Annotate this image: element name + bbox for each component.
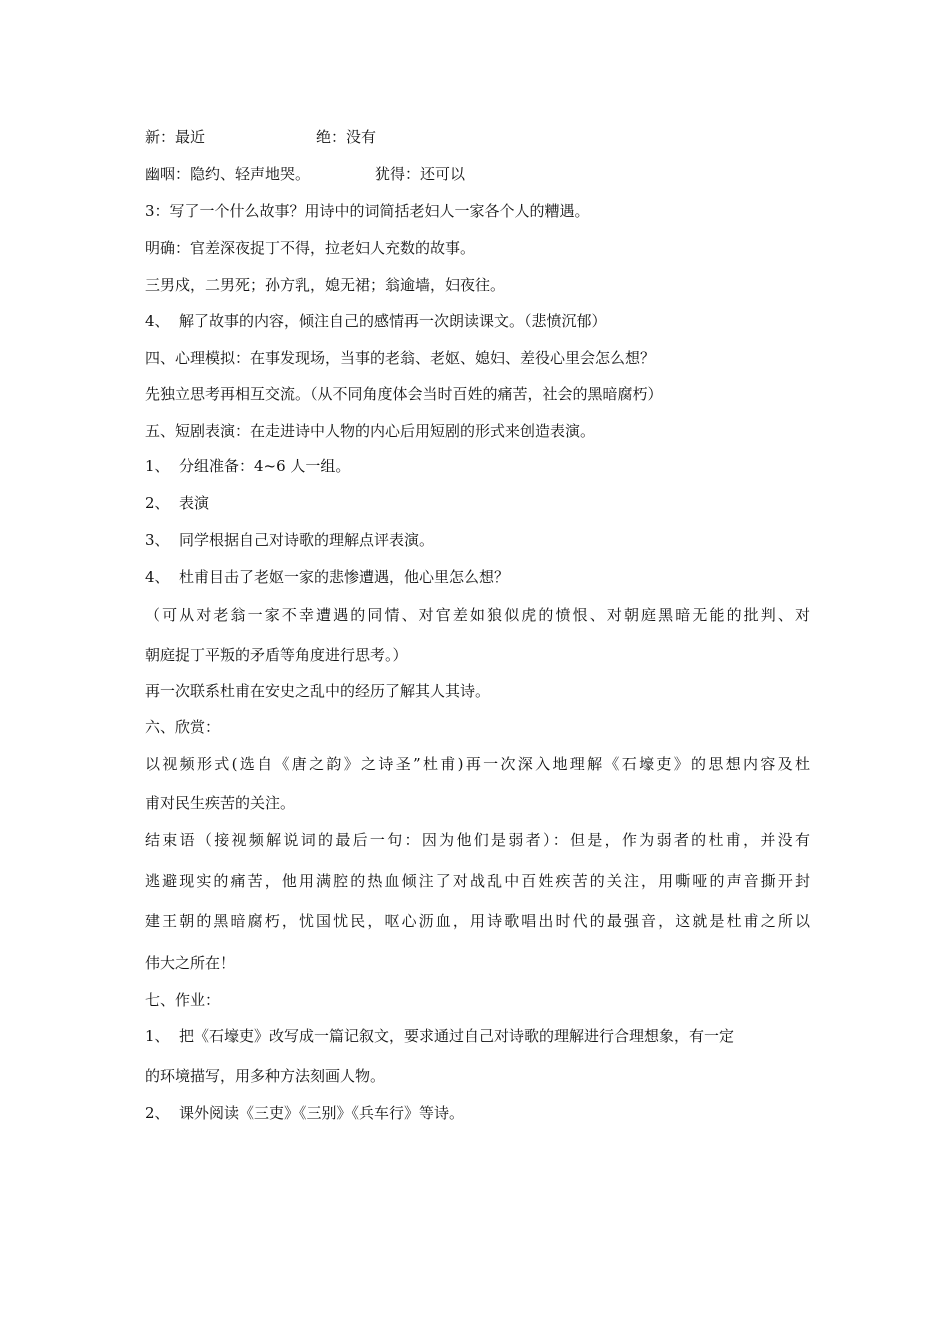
homework-1-line-2: 的环境描写，用多种方法刻画人物。 <box>145 1067 386 1085</box>
section-6-line-1: 以视频形式(选自《唐之韵》之诗圣”杜甫)再一次深入地理解《石壕吏》的思想内容及杜 <box>145 755 810 773</box>
closing-line-2: 逃避现实的痛苦，他用满腔的热血倾注了对战乱中百姓疾苦的关注，用嘶哑的声音撕开封 <box>145 872 810 890</box>
section-7-heading: 七、作业： <box>145 991 221 1009</box>
gloss-xin: 新：最近 <box>145 128 206 146</box>
list-item <box>145 493 209 513</box>
gloss-youyan: 幽咽：隐约、轻声地哭。 <box>145 165 311 183</box>
section-6-heading: 六、欣赏： <box>145 718 221 736</box>
question-4-text: 解了故事的内容，倾注自己的感情再一次朗读课文。（悲愤沉郁） <box>179 312 607 330</box>
section-5-note-line-1: （可从对老翁一家不幸遭遇的同情、对官差如狼似虎的愤恨、对朝庭黑暗无能的批判、对 <box>145 606 810 624</box>
section-6-line-2: 甫对民生疾苦的关注。 <box>145 794 296 812</box>
section-5-note-line-2: 朝庭捉丁平叛的矛盾等角度进行思考。） <box>145 646 408 664</box>
list-item-text: 杜甫目击了老妪一家的悲惨遭遇，他心里怎么想？ <box>179 568 510 586</box>
question-4 <box>145 311 607 331</box>
homework-1-line-1 <box>145 1026 810 1046</box>
list-item-text: 同学根据自己对诗歌的理解点评表演。 <box>179 531 435 549</box>
list-item <box>145 567 509 587</box>
list-number: 2、 <box>145 494 170 512</box>
gloss-jue: 绝：没有 <box>316 128 377 146</box>
list-number: 4、 <box>145 312 170 330</box>
list-number: 1、 <box>145 1027 170 1045</box>
section-5-link: 再一次联系杜甫在安史之乱中的经历了解其人其诗。 <box>145 682 491 700</box>
homework-2-text: 课外阅读《三吏》《三别》《兵车行》等诗。 <box>179 1104 465 1122</box>
question-3: 3：写了一个什么故事？用诗中的词简括老妇人一家各个人的糟遇。 <box>145 202 590 220</box>
section-5-heading: 五、短剧表演：在走进诗中人物的内心后用短剧的形式来创造表演。 <box>145 422 596 440</box>
list-number: 1、 <box>145 457 170 475</box>
list-item-text: 分组准备：4~6 人一组。 <box>179 457 351 475</box>
section-4-heading: 四、心理模拟：在事发现场，当事的老翁、老妪、媳妇、差役心里会怎么想？ <box>145 349 656 367</box>
homework-1-text: 把《石壕吏》改写成一篇记叙文，要求通过自己对诗歌的理解进行合理想象，有一定 <box>179 1027 735 1045</box>
homework-2 <box>145 1103 464 1123</box>
closing-line-3: 建王朝的黑暗腐朽，忧国忧民，呕心沥血，用诗歌唱出时代的最强音，这就是杜甫之所以 <box>145 912 810 930</box>
closing-line-4: 伟大之所在！ <box>145 954 236 972</box>
list-number: 3、 <box>145 531 170 549</box>
question-3-answer: 明确：官差深夜捉丁不得，拉老妇人充数的故事。 <box>145 239 476 257</box>
gloss-youde: 犹得：还可以 <box>375 165 466 183</box>
list-number: 2、 <box>145 1104 170 1122</box>
list-item <box>145 456 350 476</box>
list-item <box>145 530 434 550</box>
question-3-detail: 三男戍，二男死；孙方乳，媳无裙；翁逾墙，妇夜往。 <box>145 276 506 294</box>
list-number: 4、 <box>145 568 170 586</box>
section-4-detail: 先独立思考再相互交流。（从不同角度体会当时百姓的痛苦，社会的黑暗腐朽） <box>145 385 663 403</box>
list-item-text: 表演 <box>179 494 210 512</box>
closing-line-1: 结束语（接视频解说词的最后一句：因为他们是弱者）：但是，作为弱者的杜甫，并没有 <box>145 831 810 849</box>
